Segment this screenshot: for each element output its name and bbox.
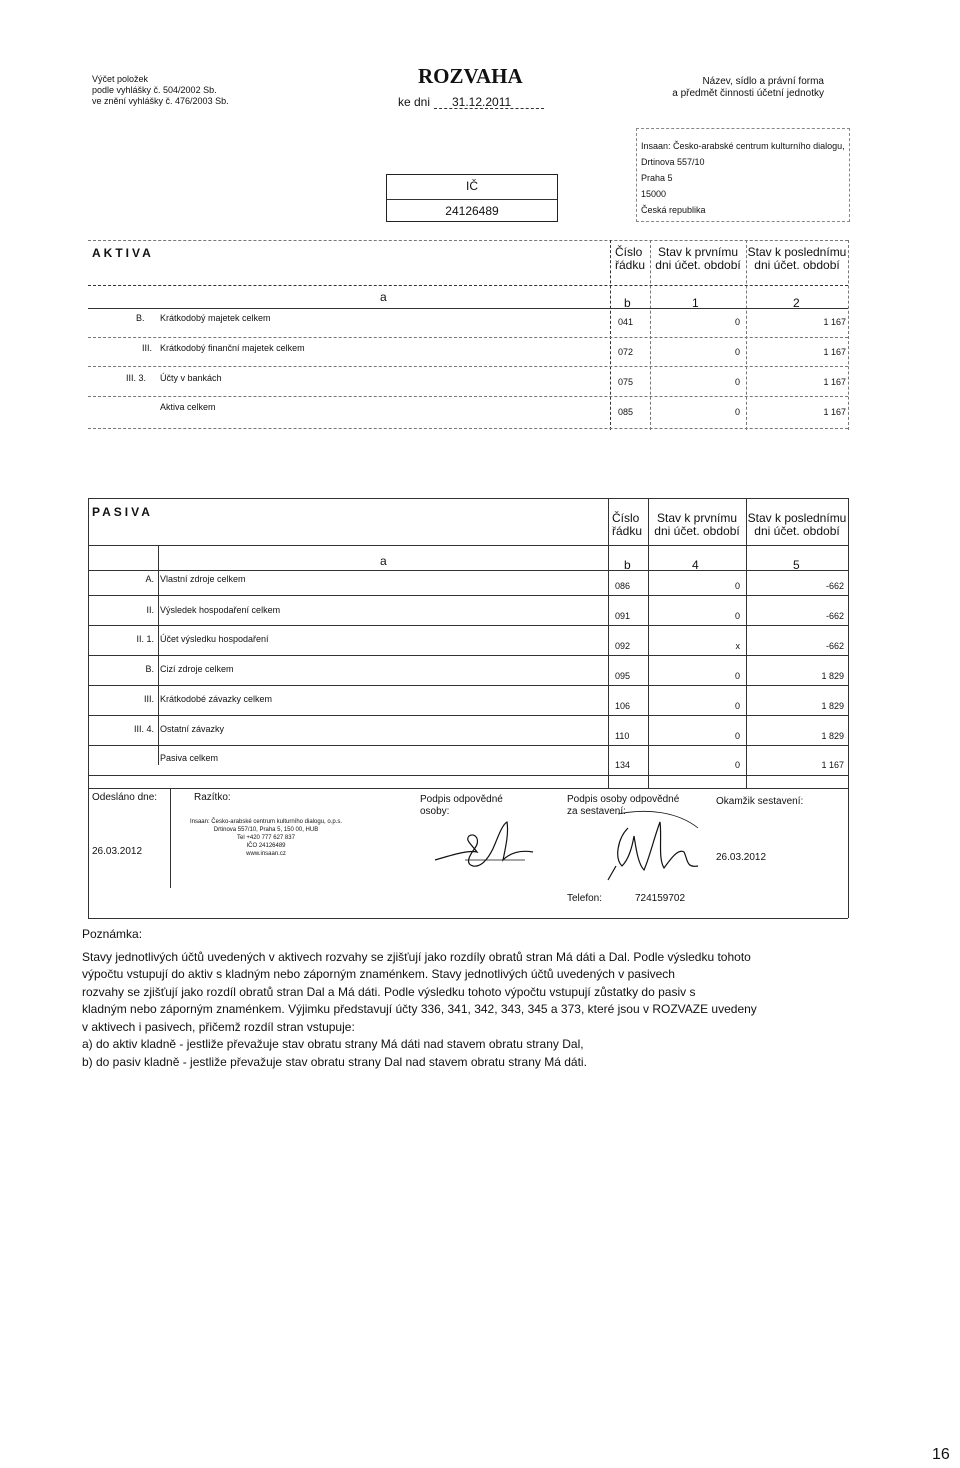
row-last: -662 <box>825 581 844 591</box>
label-line: Podpis odpovědné <box>420 794 503 805</box>
stamp-line: Insaan: Česko-arabské centrum kulturního dialogu, o.p.s. <box>189 819 343 825</box>
col-last-day <box>746 512 848 538</box>
row-line: 072 <box>618 347 634 357</box>
row-last: 1 829 <box>821 701 844 711</box>
aktiva-heading: AKTIVA <box>92 246 154 260</box>
col-last-top: Stav k poslednímu <box>747 245 847 259</box>
row-mark: III. 4. <box>133 724 154 734</box>
row-last: 1 167 <box>823 377 846 387</box>
letter-a: a <box>380 290 387 304</box>
row-line: 085 <box>618 407 634 417</box>
col-last-bottom: dni účet. období <box>754 524 840 538</box>
ic-value: 24126489 <box>445 204 499 218</box>
entity-line: Praha 5 <box>641 173 673 183</box>
entity-line: Insaan: Česko-arabské centrum kulturního dialogu, <box>641 141 845 151</box>
row-line: 106 <box>615 701 631 711</box>
row-mark: III. <box>143 694 154 704</box>
letter-c2: 2 <box>793 296 800 310</box>
row-first: 0 <box>734 611 740 621</box>
moment-date: 26.03.2012 <box>716 852 767 863</box>
letter-b: b <box>624 558 631 572</box>
row-line: 095 <box>615 671 631 681</box>
legal-line: ve znění vyhlášky č. 476/2003 Sb. <box>92 96 229 106</box>
col-first-bottom: dni účet. období <box>654 524 740 538</box>
note <box>82 926 802 1071</box>
letter-c1: 4 <box>692 558 699 572</box>
stamp-line: www.insaan.cz <box>246 851 286 857</box>
note-line: a) do aktiv kladně - jestliže převažuje stav obratu strany Má dáti nad stavem obratu strany Dal, <box>82 1037 584 1051</box>
row-first: 0 <box>734 701 740 711</box>
legal-line: podle vyhlášky č. 504/2002 Sb. <box>92 85 217 95</box>
stamp-label: Razítko: <box>194 792 231 803</box>
row-line: 134 <box>615 760 631 770</box>
entity-line: Česká republika <box>641 205 706 215</box>
date-label: ke dni <box>398 95 431 109</box>
row-first: 0 <box>734 347 740 357</box>
col-last-day <box>746 246 848 272</box>
row-mark: B. <box>136 313 145 323</box>
row-first: 0 <box>734 731 740 741</box>
row-label: Cizí zdroje celkem <box>160 664 234 674</box>
page-title: ROZVAHA <box>418 64 523 88</box>
note-heading: Poznámka: <box>82 927 143 941</box>
row-label: Ostatní závazky <box>160 724 225 734</box>
row-last: 1 167 <box>821 760 844 770</box>
heading-line: a předmět činnosti účetní jednotky <box>672 88 824 99</box>
col-line-number-top: Číslo <box>615 245 643 259</box>
row-label: Aktiva celkem <box>160 402 216 412</box>
ic-label: IČ <box>466 179 478 193</box>
row-label: Vlastní zdroje celkem <box>160 574 246 584</box>
col-line-number-top: Číslo <box>612 511 640 525</box>
row-label: Krátkodobý majetek celkem <box>160 313 271 323</box>
col-first-day <box>648 512 746 538</box>
phone-value: 724159702 <box>635 893 686 904</box>
row-last: 1 167 <box>823 407 846 417</box>
stamp-line: Drtinova 557/10, Praha 5, 150 00, HUB <box>213 827 319 833</box>
label-line: Podpis osoby odpovědné <box>567 794 680 805</box>
stamp-line: IČO 24126489 <box>246 843 286 849</box>
row-mark: III. 3. <box>126 373 147 383</box>
col-first-top: Stav k prvnímu <box>656 511 738 525</box>
letter-c1: 1 <box>692 296 699 310</box>
sent-date: 26.03.2012 <box>92 846 143 857</box>
note-line: výpočtu vstupují do aktiv s kladným nebo záporným znaménkem. Stavy jednotlivých účtů uvedených v pasivech <box>82 967 675 981</box>
row-first: 0 <box>734 760 740 770</box>
row-last: 1 829 <box>821 731 844 741</box>
col-line-number <box>612 512 642 538</box>
row-line: 092 <box>615 641 631 651</box>
moment-label: Okamžik sestavení: <box>716 796 804 807</box>
row-mark: II. <box>146 605 154 615</box>
col-line-number-bottom: řádku <box>612 524 643 538</box>
note-line: v aktivech i pasivech, přičemž rozdíl stran vstupuje: <box>82 1019 355 1034</box>
letter-a: a <box>380 554 387 568</box>
row-label: Pasiva celkem <box>160 753 219 763</box>
col-first-bottom: dni účet. období <box>655 258 741 272</box>
row-label: Účty v bankách <box>160 373 222 383</box>
phone-label: Telefon: <box>567 893 603 904</box>
col-line-number <box>615 246 645 272</box>
page-number: 16 <box>932 1446 950 1463</box>
row-first: x <box>735 641 740 651</box>
legal-basis <box>92 74 229 107</box>
letter-b: b <box>624 296 631 310</box>
entity-line: 15000 <box>641 189 667 199</box>
row-last: 1 167 <box>823 347 846 357</box>
col-last-bottom: dni účet. období <box>754 258 840 272</box>
row-mark: B. <box>145 664 154 674</box>
row-first: 0 <box>734 581 740 591</box>
entity-box <box>636 128 850 222</box>
stamp <box>182 818 350 858</box>
row-label: Účet výsledku hospodaření <box>160 634 269 644</box>
row-line: 041 <box>618 317 634 327</box>
col-first-day <box>650 246 746 272</box>
legal-line: Výčet položek <box>92 74 149 84</box>
date-value: 31.12.2011 <box>452 95 512 109</box>
responsible-signature <box>425 814 545 878</box>
col-first-top: Stav k prvnímu <box>657 245 739 259</box>
pasiva-heading: PASIVA <box>92 505 153 519</box>
col-last-top: Stav k poslednímu <box>747 511 847 525</box>
note-line: b) do pasiv kladně - jestliže převažuje stav obratu strany Dal nad stavem obratu strany Má dáti. <box>82 1054 587 1069</box>
preparer-signature <box>588 808 718 888</box>
row-first: 0 <box>734 407 740 417</box>
row-label: Krátkodobé závazky celkem <box>160 694 273 704</box>
row-label: Krátkodobý finanční majetek celkem <box>160 343 305 353</box>
note-line: Stavy jednotlivých účtů uvedených v aktivech rozvahy se zjišťují jako rozdíly obratů stran Má dáti a Dal. Podle výsledku tohoto <box>82 949 751 964</box>
row-mark: A. <box>145 574 154 584</box>
note-line: kladným nebo záporným znaménkem. Výjimku představují účty 336, 341, 342, 343, 345 a 373, které jsou v ROZVAZE uvedeny <box>82 1002 757 1016</box>
label-line: osoby: <box>420 806 450 817</box>
row-label: Výsledek hospodaření celkem <box>160 605 281 615</box>
letter-c2: 5 <box>793 558 800 572</box>
note-line: rozvahy se zjišťují jako rozdíl obratů stran Dal a Má dáti. Podle výsledku tohoto výpočtu vstupují zůstatky do pasiv s <box>82 984 696 999</box>
entity-line: Drtinova 557/10 <box>641 157 705 167</box>
row-last: 1 167 <box>823 317 846 327</box>
row-line: 110 <box>615 731 630 741</box>
row-last: -662 <box>825 641 844 651</box>
row-first: 0 <box>734 317 740 327</box>
row-line: 075 <box>618 377 634 387</box>
ic-box <box>386 174 558 222</box>
row-mark: II. 1. <box>136 634 154 644</box>
row-last: 1 829 <box>821 671 844 681</box>
row-first: 0 <box>734 671 740 681</box>
row-last: -662 <box>825 611 844 621</box>
sent-label: Odesláno dne: <box>92 792 158 803</box>
label-line: za sestavení: <box>567 806 626 817</box>
entity-name-heading <box>600 76 824 100</box>
heading-line: Název, sídlo a právní forma <box>702 76 824 87</box>
row-mark: III. <box>142 343 153 353</box>
row-first: 0 <box>734 377 740 387</box>
row-line: 086 <box>615 581 631 591</box>
stamp-line: Tel +420 777 627 837 <box>237 835 295 841</box>
col-line-number-bottom: řádku <box>615 258 646 272</box>
row-line: 091 <box>615 611 631 621</box>
